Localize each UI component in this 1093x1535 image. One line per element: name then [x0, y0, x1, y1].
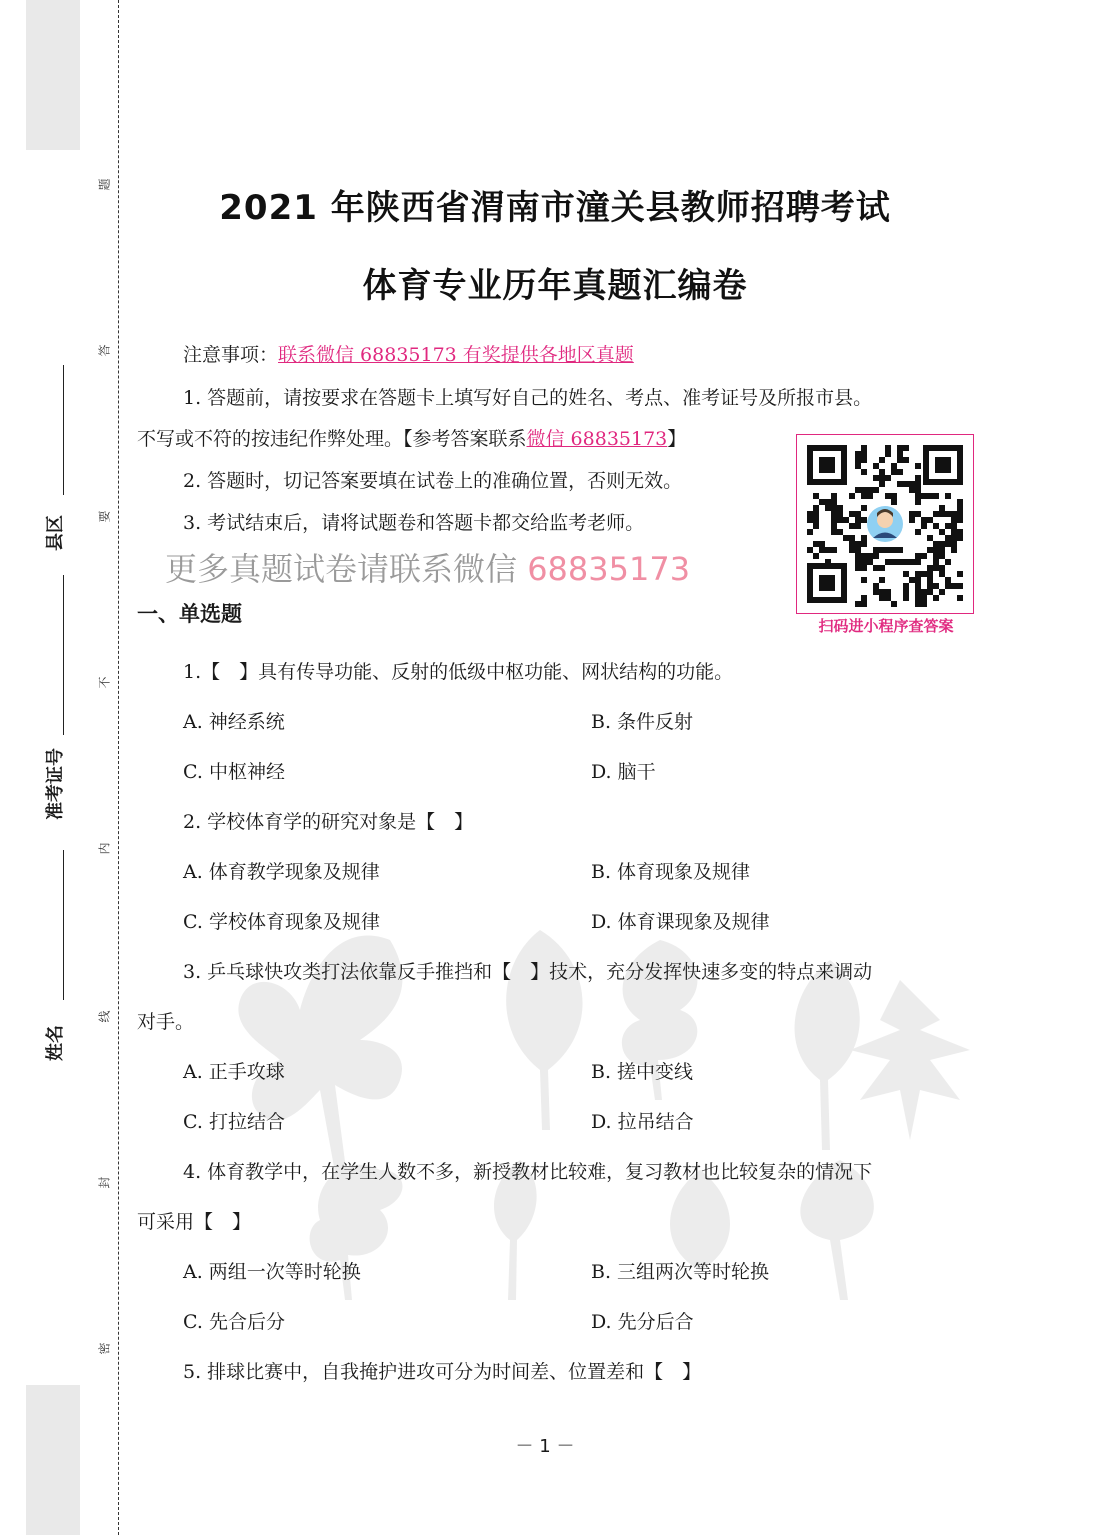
qr-module — [903, 583, 909, 589]
qr-module — [909, 559, 915, 565]
qr-module — [957, 517, 963, 523]
option-a[interactable]: A. 神经系统 — [183, 711, 285, 733]
qr-module — [921, 571, 927, 577]
qr-module — [921, 595, 927, 601]
qr-module — [825, 559, 831, 565]
qr-module — [903, 595, 909, 601]
qr-module — [933, 511, 939, 517]
option-d[interactable]: D. 体育课现象及规律 — [591, 911, 770, 933]
qr-module — [945, 511, 951, 517]
qr-module — [915, 601, 921, 607]
qr-module — [909, 517, 915, 523]
qr-module — [807, 547, 813, 553]
qr-module — [933, 541, 939, 547]
qr-module — [831, 493, 837, 499]
qr-module — [909, 511, 915, 517]
qr-module — [933, 523, 939, 529]
page-number: － 1 － — [515, 1436, 575, 1457]
qr-module — [855, 487, 861, 493]
qr-module — [957, 511, 963, 517]
qr-module — [885, 559, 891, 565]
option-d[interactable]: D. 拉吊结合 — [591, 1111, 694, 1133]
qr-module — [879, 481, 885, 487]
county-field-line[interactable] — [63, 365, 64, 495]
qr-module — [837, 511, 843, 517]
qr-module — [957, 499, 963, 505]
qr-module — [939, 529, 945, 535]
qr-module — [957, 535, 963, 541]
qr-module — [879, 475, 885, 481]
qr-module — [951, 529, 957, 535]
qr-module — [855, 457, 861, 463]
qr-module — [879, 589, 885, 595]
qr-module — [957, 595, 963, 601]
qr-module — [951, 541, 957, 547]
qr-module — [861, 553, 867, 559]
qr-module — [861, 487, 867, 493]
qr-module — [867, 487, 873, 493]
qr-module — [951, 547, 957, 553]
qr-module — [861, 445, 867, 451]
name-field-label: 姓名 — [45, 1025, 66, 1061]
qr-module — [915, 481, 921, 487]
qr-module — [921, 523, 927, 529]
qr-module — [885, 547, 891, 553]
qr-module — [927, 547, 933, 553]
notice-block — [183, 340, 634, 367]
qr-module — [873, 487, 879, 493]
qr-module — [903, 457, 909, 463]
page-title: 2021 年陕西省渭南市潼关县教师招聘考试 — [219, 188, 891, 228]
qr-module — [927, 493, 933, 499]
qr-module — [807, 529, 813, 535]
question-stem: 1.【 】具有传导功能、反射的低级中枢功能、网状结构的功能。 — [183, 661, 734, 683]
qr-module — [897, 559, 903, 565]
qr-module — [891, 559, 897, 565]
qr-module — [885, 595, 891, 601]
option-b[interactable]: B. 条件反射 — [591, 711, 694, 733]
qr-module — [891, 601, 897, 607]
qr-module — [813, 511, 819, 517]
qr-module — [855, 559, 861, 565]
margin-strip-top — [26, 0, 80, 150]
qr-module — [837, 505, 843, 511]
qr-module — [921, 517, 927, 523]
option-d[interactable]: D. 先分后合 — [591, 1311, 694, 1333]
qr-module — [915, 595, 921, 601]
qr-module — [921, 589, 927, 595]
question-stem: 2. 学校体育学的研究对象是【 】 — [183, 811, 474, 833]
qr-module — [849, 493, 855, 499]
qr-module — [873, 547, 879, 553]
qr-module — [915, 553, 921, 559]
qr-module — [843, 535, 849, 541]
qr-module — [915, 571, 921, 577]
qr-module — [909, 577, 915, 583]
option-a[interactable]: A. 两组一次等时轮换 — [183, 1261, 361, 1283]
qr-module — [951, 517, 957, 523]
qr-module — [927, 577, 933, 583]
qr-module — [933, 559, 939, 565]
qr-module — [831, 517, 837, 523]
question-stem: 4. 体育教学中，在学生人数不多，新授教材比较难，复习教材也比较复杂的情况下 — [183, 1161, 873, 1183]
qr-module — [945, 583, 951, 589]
qr-module — [939, 511, 945, 517]
qr-module — [945, 535, 951, 541]
seal-char: 封 — [97, 1176, 112, 1189]
qr-module — [885, 451, 891, 457]
qr-module — [867, 559, 873, 565]
notice-item-2: 2. 答题时，切记答案要填在试卷上的准确位置，否则无效。 — [183, 470, 683, 492]
promo-text: 更多真题试卷请联系微信 — [165, 550, 528, 588]
qr-module — [861, 469, 867, 475]
qr-module — [885, 475, 891, 481]
qr-module — [909, 487, 915, 493]
qr-module — [813, 505, 819, 511]
qr-module — [915, 583, 921, 589]
qr-module — [873, 565, 879, 571]
option-d[interactable]: D. 脑干 — [591, 761, 656, 783]
qr-module — [897, 445, 903, 451]
qr-module — [957, 529, 963, 535]
option-b[interactable]: B. 搓中变线 — [591, 1061, 694, 1083]
qr-module — [861, 577, 867, 583]
qr-module — [915, 589, 921, 595]
qr-module — [819, 499, 825, 505]
question-stem: 3. 乒乓球快攻类打法依靠反手推挡和【 】技术，充分发挥快速多变的特点来调动 — [183, 961, 873, 983]
qr-module — [807, 517, 813, 523]
qr-module — [903, 589, 909, 595]
qr-module — [933, 553, 939, 559]
qr-module — [855, 601, 861, 607]
qr-module — [879, 595, 885, 601]
qr-module — [885, 589, 891, 595]
qr-module — [861, 559, 867, 565]
qr-module — [855, 547, 861, 553]
qr-code-panel[interactable] — [796, 434, 974, 614]
qr-module — [855, 463, 861, 469]
qr-module — [939, 553, 945, 559]
qr-module — [855, 523, 861, 529]
seal-char: 题 — [97, 178, 112, 191]
qr-module — [927, 583, 933, 589]
qr-module — [873, 589, 879, 595]
qr-module — [891, 469, 897, 475]
qr-module — [933, 547, 939, 553]
qr-module — [915, 577, 921, 583]
qr-module — [831, 547, 837, 553]
qr-module — [855, 541, 861, 547]
qr-module — [861, 595, 867, 601]
qr-module — [873, 583, 879, 589]
qr-module — [915, 499, 921, 505]
qr-module — [939, 571, 945, 577]
qr-module — [873, 463, 879, 469]
answer-contact-link[interactable]: 微信 68835173 — [526, 428, 668, 450]
qr-code-icon — [797, 435, 973, 613]
qr-module — [813, 493, 819, 499]
option-c[interactable]: C. 先合后分 — [183, 1311, 285, 1333]
qr-module — [897, 457, 903, 463]
qr-module — [867, 493, 873, 499]
qr-module — [849, 535, 855, 541]
qr-module — [891, 499, 897, 505]
option-a[interactable]: A. 正手攻球 — [183, 1061, 285, 1083]
qr-module — [891, 493, 897, 499]
qr-module — [831, 529, 837, 535]
qr-module — [915, 493, 921, 499]
qr-module — [945, 523, 951, 529]
contact-link[interactable]: 联系微信 68835173 有奖提供各地区真题 — [278, 344, 634, 366]
qr-module — [819, 547, 825, 553]
qr-module — [831, 505, 837, 511]
seal-dashed-line — [118, 0, 119, 1535]
qr-module — [951, 535, 957, 541]
qr-module — [849, 541, 855, 547]
qr-module — [897, 469, 903, 475]
seal-char: 线 — [97, 1010, 112, 1023]
qr-module — [855, 451, 861, 457]
qr-module — [927, 571, 933, 577]
qr-module — [957, 571, 963, 577]
qr-module — [885, 445, 891, 451]
qr-module — [885, 493, 891, 499]
qr-module — [939, 565, 945, 571]
option-a[interactable]: A. 体育教学现象及规律 — [183, 861, 380, 883]
qr-module — [933, 583, 939, 589]
qr-module — [957, 583, 963, 589]
option-c[interactable]: C. 打拉结合 — [183, 1111, 285, 1133]
qr-module — [861, 451, 867, 457]
qr-module — [939, 505, 945, 511]
qr-module — [921, 601, 927, 607]
qr-module — [915, 463, 921, 469]
qr-module — [837, 517, 843, 523]
qr-module — [837, 529, 843, 535]
qr-module — [831, 523, 837, 529]
seal-char: 密 — [97, 1342, 112, 1355]
qr-module — [927, 589, 933, 595]
notice-item-1-prefix: 不写或不符的按违纪作弊处理。【参考答案联系 — [137, 428, 527, 450]
qr-module — [879, 457, 885, 463]
promo-number: 68835173 — [527, 550, 691, 588]
qr-module — [813, 517, 819, 523]
qr-module — [927, 535, 933, 541]
name-field-line[interactable] — [63, 850, 64, 1000]
qr-module — [879, 577, 885, 583]
qr-module — [897, 547, 903, 553]
qr-module — [855, 565, 861, 571]
qr-module — [957, 505, 963, 511]
qr-module — [915, 529, 921, 535]
qr-module — [927, 517, 933, 523]
qr-module — [951, 523, 957, 529]
qr-module — [861, 517, 867, 523]
qr-module — [945, 541, 951, 547]
qr-module — [873, 553, 879, 559]
qr-module — [939, 547, 945, 553]
qr-module — [903, 559, 909, 565]
margin-strip-bottom — [26, 1385, 80, 1535]
qr-module — [879, 469, 885, 475]
qr-module — [849, 547, 855, 553]
seal-char: 不 — [97, 676, 112, 689]
seal-char: 要 — [97, 510, 112, 523]
qr-module — [807, 511, 813, 517]
qr-module — [825, 547, 831, 553]
qr-module — [861, 457, 867, 463]
qr-module — [915, 559, 921, 565]
section-title: 一、单选题 — [137, 602, 242, 626]
qr-module — [861, 505, 867, 511]
qr-module — [945, 493, 951, 499]
qr-module — [933, 493, 939, 499]
qr-module — [867, 553, 873, 559]
qr-module — [819, 541, 825, 547]
qr-module — [897, 451, 903, 457]
seal-char: 内 — [97, 842, 112, 855]
qr-module — [813, 523, 819, 529]
promo-watermark — [165, 544, 690, 590]
qr-module — [855, 553, 861, 559]
qr-module — [813, 541, 819, 547]
qr-module — [831, 499, 837, 505]
qr-module — [849, 511, 855, 517]
qr-module — [921, 493, 927, 499]
qr-module — [861, 493, 867, 499]
qr-module — [915, 511, 921, 517]
qr-module — [843, 517, 849, 523]
qr-caption: 扫码进小程序查答案 — [818, 617, 954, 635]
qr-module — [939, 589, 945, 595]
qr-module — [945, 559, 951, 565]
notice-item-1-suffix: 】 — [667, 428, 687, 450]
qr-module — [861, 535, 867, 541]
option-c[interactable]: C. 中枢神经 — [183, 761, 285, 783]
qr-module — [825, 505, 831, 511]
qr-module — [939, 541, 945, 547]
qr-module — [933, 565, 939, 571]
notice-label: 注意事项： — [183, 344, 279, 366]
qr-module — [891, 463, 897, 469]
question-stem-cont: 可采用【 】 — [137, 1211, 252, 1233]
qr-module — [921, 553, 927, 559]
question-stem-cont: 对手。 — [137, 1011, 195, 1033]
qr-module — [861, 565, 867, 571]
question-stem: 5. 排球比赛中，自我掩护进攻可分为时间差、位置差和【 】 — [183, 1361, 702, 1383]
qr-module — [891, 547, 897, 553]
qr-module — [903, 571, 909, 577]
qr-module — [873, 475, 879, 481]
notice-item-1-cont — [137, 424, 686, 451]
qr-module — [951, 511, 957, 517]
qr-module — [915, 487, 921, 493]
seal-char: 答 — [97, 344, 112, 357]
qr-module — [849, 523, 855, 529]
notice-item-1: 1. 答题前，请按要求在答题卡上填写好自己的姓名、考点、准考证号及所报市县。 — [183, 387, 873, 409]
qr-module — [903, 445, 909, 451]
exam-id-field-line[interactable] — [63, 575, 64, 735]
notice-item-3: 3. 考试结束后，请将试题卷和答题卡都交给监考老师。 — [183, 512, 645, 534]
qr-module — [909, 481, 915, 487]
qr-module — [915, 475, 921, 481]
qr-module — [855, 517, 861, 523]
option-b[interactable]: B. 三组两次等时轮换 — [591, 1261, 770, 1283]
qr-module — [879, 547, 885, 553]
option-c[interactable]: C. 学校体育现象及规律 — [183, 911, 380, 933]
qr-module — [903, 481, 909, 487]
qr-module — [861, 541, 867, 547]
qr-module — [861, 601, 867, 607]
page-subtitle: 体育专业历年真题汇编卷 — [362, 266, 748, 306]
qr-module — [855, 511, 861, 517]
qr-module — [951, 583, 957, 589]
county-field-label: 县区 — [45, 515, 66, 551]
qr-module — [825, 499, 831, 505]
qr-module — [879, 565, 885, 571]
qr-module — [813, 553, 819, 559]
qr-module — [945, 577, 951, 583]
qr-module — [897, 481, 903, 487]
qr-module — [927, 565, 933, 571]
option-b[interactable]: B. 体育现象及规律 — [591, 861, 751, 883]
qr-module — [831, 511, 837, 517]
qr-module — [933, 595, 939, 601]
exam-id-field-label: 准考证号 — [45, 748, 66, 820]
